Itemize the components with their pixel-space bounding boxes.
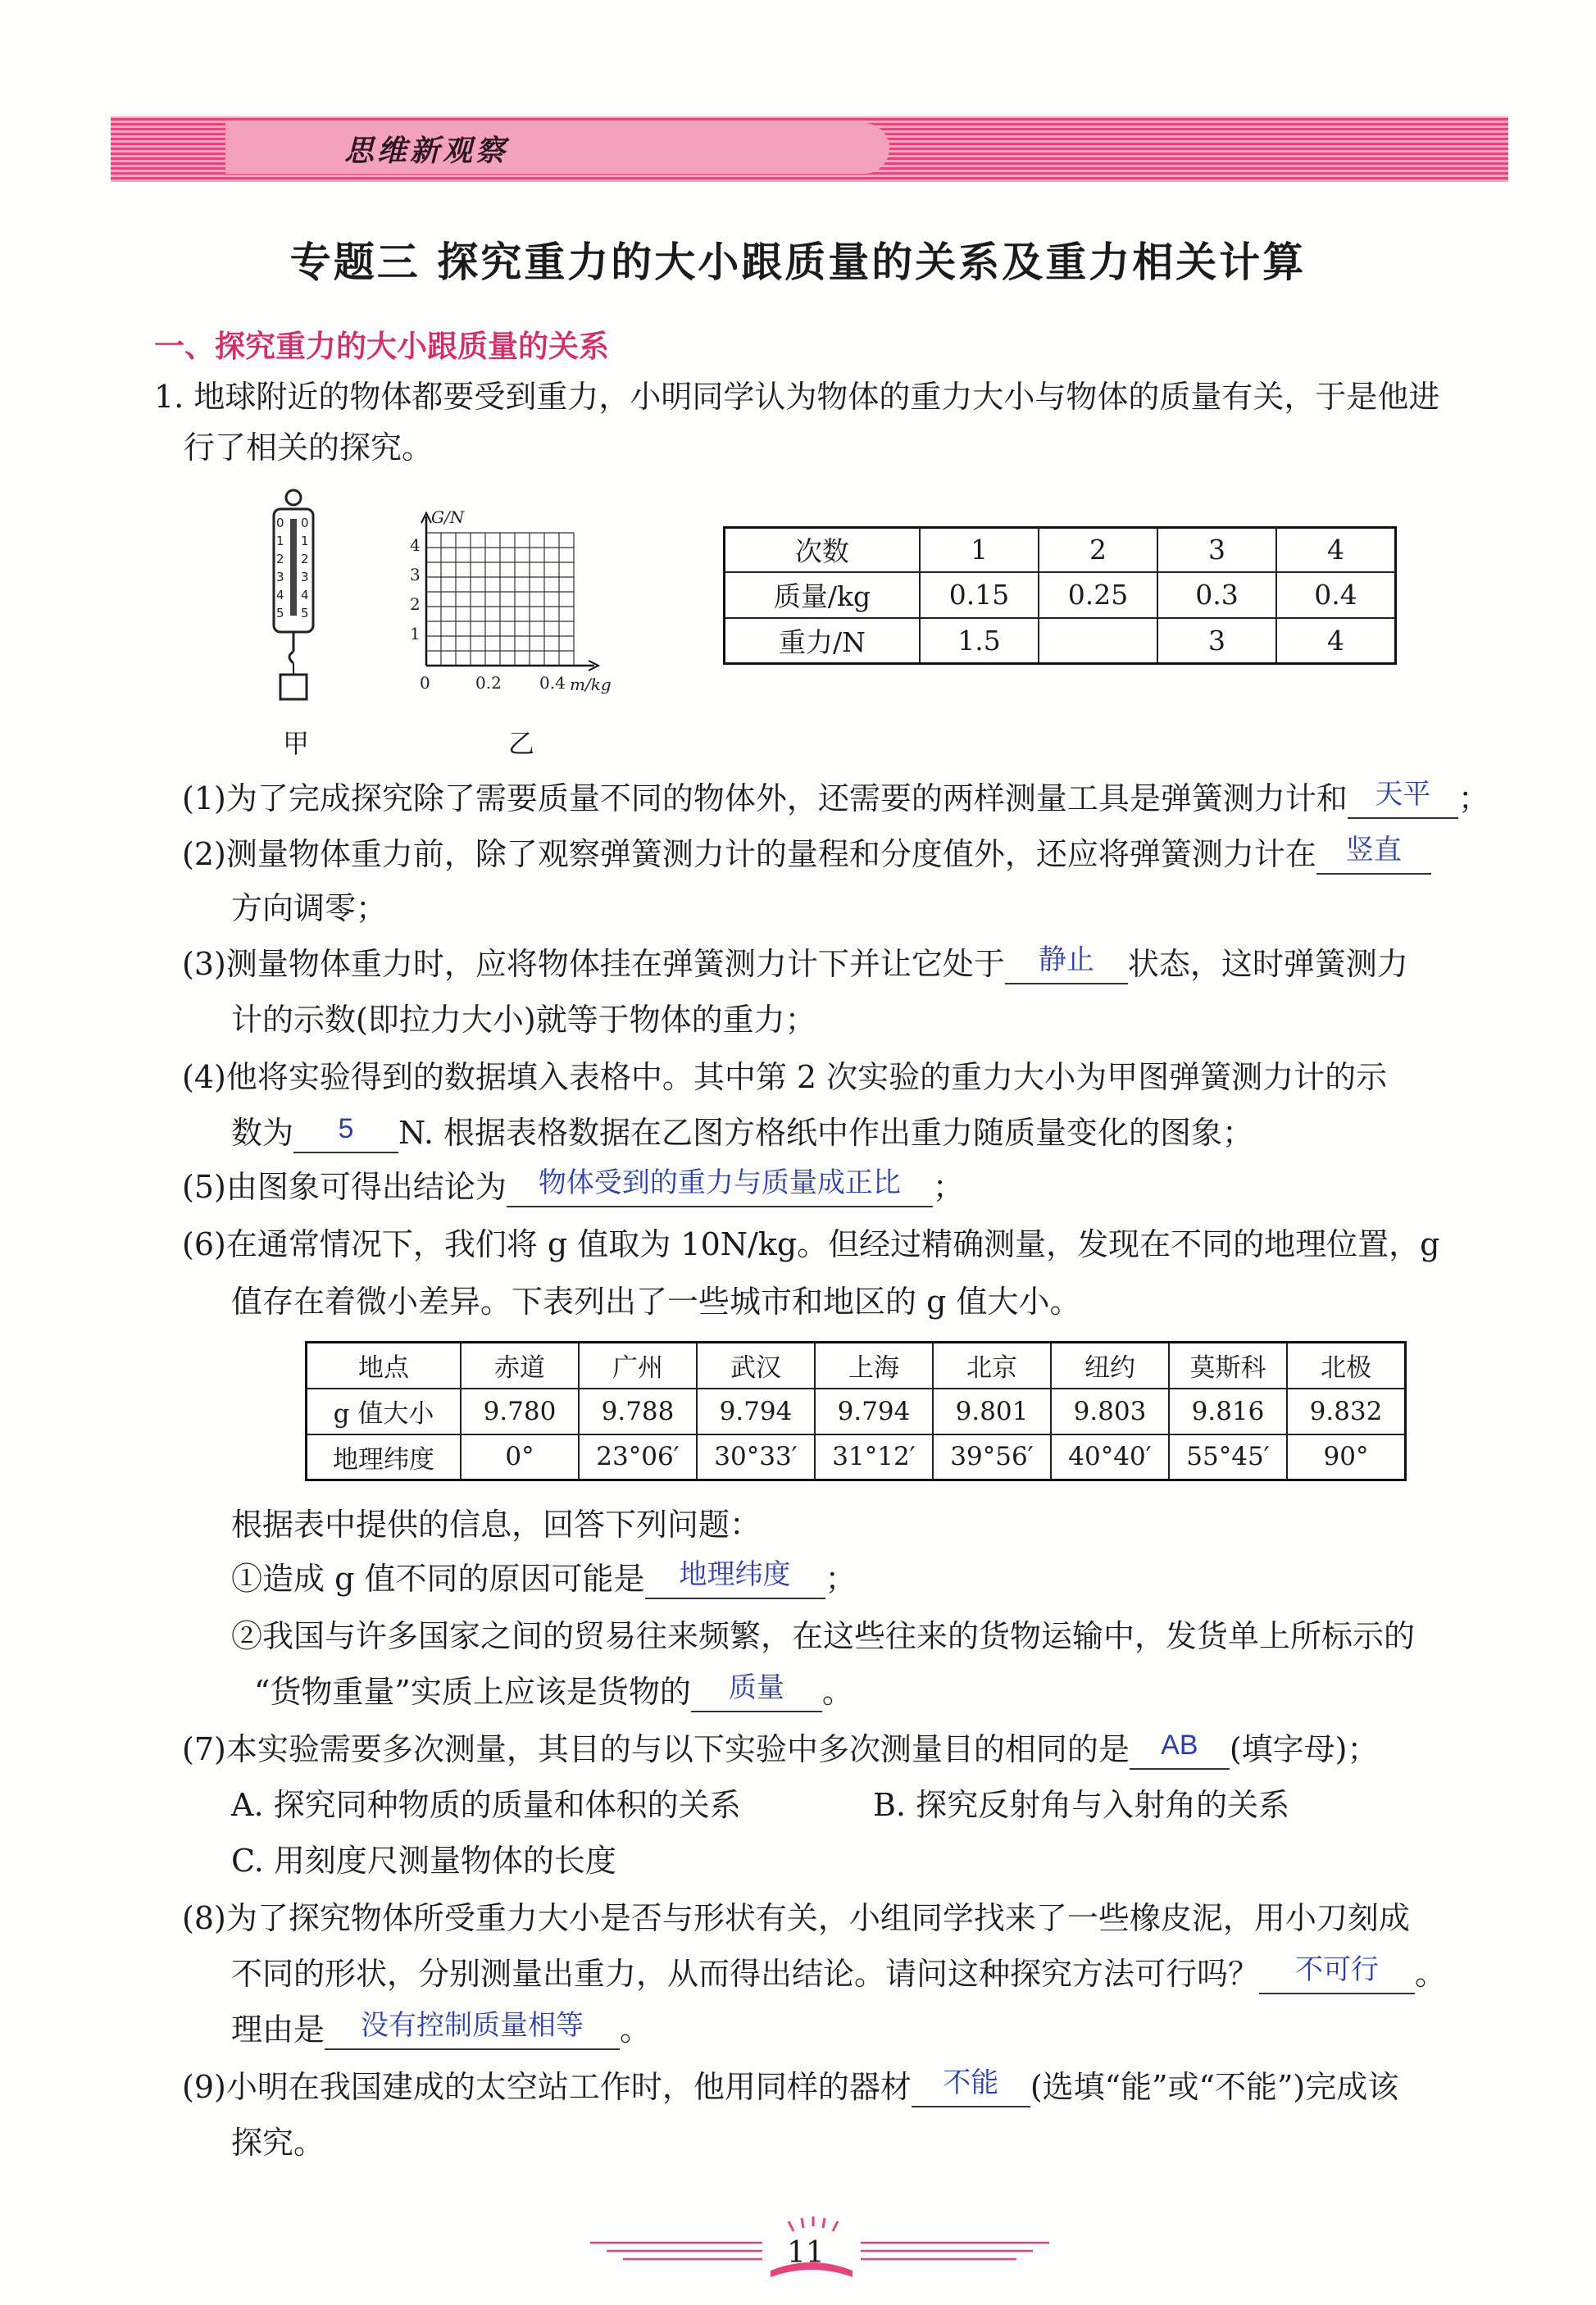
table-cell: 北京 — [933, 1343, 1051, 1389]
option-b: B. 探究反射角与入射角的关系 — [873, 1787, 1290, 1823]
hanging-weight — [280, 675, 307, 699]
graph-xtick: 0.4 — [539, 673, 566, 693]
q1-part1: (1)为了完成探究除了需要质量不同的物体外，还需要的两样测量工具是弹簧测力计和 天平 ； — [182, 779, 1489, 819]
q1-part6-line2: 值存在着微小差异。下表列出了一些城市和地区的 g 值大小。 — [231, 1284, 1081, 1320]
graph-xlabel: m/kg — [570, 675, 612, 694]
q1-part6-intro: 根据表中提供的信息，回答下列问题： — [231, 1507, 762, 1543]
table-cell: 1 — [920, 528, 1039, 572]
graph-ytick: 2 — [410, 594, 421, 614]
table-cell: 1.5 — [920, 618, 1039, 664]
table-cell: 莫斯科 — [1169, 1343, 1287, 1389]
graph-ytick: 1 — [410, 624, 421, 643]
table-cell: 3 — [1157, 528, 1276, 572]
scale-num-right: 4 — [301, 588, 309, 602]
table-cell: 0° — [461, 1434, 579, 1480]
scale-ring — [286, 490, 301, 505]
scale-num-left: 5 — [276, 606, 284, 621]
table-cell: 31°12′ — [815, 1434, 933, 1480]
answer-text: 静止 — [1038, 944, 1094, 976]
q1-part8-line3: 理由是 没有控制质量相等 。 — [231, 2010, 651, 2050]
table-cell: 39°56′ — [933, 1434, 1051, 1480]
spring-scale-figure — [262, 488, 328, 705]
answer-blank[interactable] — [507, 1167, 933, 1207]
table-cell: g 值大小 — [307, 1389, 462, 1434]
table-cell: 地理纬度 — [307, 1434, 462, 1480]
header-tab — [225, 123, 889, 174]
answer-blank[interactable] — [325, 2012, 620, 2050]
answer-text: 竖直 — [1345, 834, 1402, 866]
table-cell: 9.788 — [579, 1389, 697, 1434]
answer-blank[interactable] — [1005, 944, 1128, 984]
table-cell: 2 — [1039, 528, 1157, 572]
answer-text: 不能 — [943, 2067, 999, 2099]
table-cell: 9.780 — [461, 1389, 579, 1434]
answer-text: 天平 — [1375, 779, 1431, 811]
q1-part5: (5)由图象可得出结论为 物体受到的重力与质量成正比 ； — [182, 1167, 964, 1207]
table-cell: 0.4 — [1276, 572, 1396, 618]
answer-text: 没有控制质量相等 — [361, 2010, 584, 2042]
figure-label-yi: 乙 — [508, 728, 535, 759]
option-c: C. 用刻度尺测量物体的长度 — [231, 1843, 616, 1879]
page-title: 专题三 探究重力的大小跟质量的关系及重力相关计算 — [289, 239, 1307, 286]
table-cell: 0.25 — [1039, 572, 1157, 618]
q1-part4: (4)他将实验得到的数据填入表格中。其中第 2 次实验的重力大小为甲图弹簧测力计的示 — [182, 1059, 1388, 1095]
table-row — [307, 1389, 1406, 1434]
answer-text: 5 — [338, 1113, 354, 1145]
table-cell: 次数 — [725, 528, 921, 572]
q1-part9: (9)小明在我国建成的太空站工作时，他用同样的器材 不能 (选填“能”或“不能”)完成该 — [182, 2067, 1398, 2107]
table-cell: 9.794 — [697, 1389, 815, 1434]
table-cell: 3 — [1157, 618, 1276, 664]
answer-blank[interactable] — [293, 1113, 398, 1153]
table-cell: 上海 — [815, 1343, 933, 1389]
q1-part2: (2)测量物体重力前，除了观察弹簧测力计的量程和分度值外，还应将弹簧测力计在 竖直 — [182, 834, 1431, 875]
answer-blank[interactable] — [645, 1559, 825, 1599]
header-label: 思维新观察 — [344, 134, 509, 168]
answer-text: 物体受到的重力与质量成正比 — [538, 1167, 901, 1199]
section-heading: 一、探究重力的大小跟质量的关系 — [154, 329, 609, 364]
answer-text: AB — [1161, 1730, 1198, 1762]
table-cell: 北极 — [1287, 1343, 1406, 1389]
q1-part8-line1: (8)为了探究物体所受重力大小是否与形状有关，小组同学找来了一些橡皮泥，用小刀刻成 — [182, 1900, 1410, 1936]
table-row — [725, 572, 1396, 618]
answer-text: 质量 — [728, 1672, 784, 1704]
q1-part3: (3)测量物体重力时，应将物体挂在弹簧测力计下并让它处于 静止 状态，这时弹簧测力 — [182, 944, 1408, 984]
scale-num-left: 4 — [276, 588, 284, 602]
q1-part9-cont: 探究。 — [231, 2125, 325, 2161]
scale-hook — [289, 652, 293, 663]
q1-part8-line2: 不同的形状，分别测量出重力，从而得出结论。请问这种探究方法可行吗？ 不可行 。 — [231, 1954, 1446, 1994]
table-cell: 90° — [1287, 1434, 1406, 1480]
scale-spring — [290, 519, 297, 616]
table-row — [307, 1343, 1406, 1389]
scale-num-right: 2 — [301, 552, 309, 566]
table-cell: 质量/kg — [725, 572, 921, 618]
answer-blank[interactable] — [1316, 834, 1431, 875]
table-cell: 40°40′ — [1051, 1434, 1169, 1480]
table-cell: 9.801 — [933, 1389, 1051, 1434]
option-a: A. 探究同种物质的质量和体积的关系 — [231, 1787, 741, 1823]
answer-blank[interactable] — [1348, 781, 1458, 819]
table-row — [725, 528, 1396, 572]
answer-blank[interactable] — [1130, 1732, 1230, 1770]
scale-num-right: 0 — [301, 516, 309, 530]
table-cell: 广州 — [579, 1343, 697, 1389]
q1-part3-cont: 计的示数(即拉力大小)就等于物体的重力； — [231, 1002, 816, 1038]
table-cell: 地点 — [307, 1343, 462, 1389]
graph-ytick: 4 — [410, 535, 421, 555]
scale-num-left: 1 — [276, 534, 284, 548]
scale-num-left: 3 — [276, 570, 284, 584]
page-number: 11 — [787, 2236, 825, 2270]
q1-stem-line1: 1. 地球附近的物体都要受到重力，小明同学认为物体的重力大小与物体的质量有关，于是他进 — [154, 379, 1440, 415]
table-cell: 0.3 — [1157, 572, 1276, 618]
scale-num-right: 1 — [301, 534, 309, 548]
table-cell: 9.832 — [1287, 1389, 1406, 1434]
q1-part6-line1: (6)在通常情况下，我们将 g 值取为 10N/kg。但经过精确测量，发现在不同的地理位置，g — [182, 1226, 1440, 1262]
table-cell: 4 — [1276, 618, 1396, 664]
q1-part6-b-line2: “货物重量”实质上应该是货物的 质量 。 — [254, 1672, 853, 1712]
table-cell: 武汉 — [697, 1343, 815, 1389]
answer-blank[interactable] — [912, 2067, 1030, 2107]
graph-ytick: 3 — [410, 565, 421, 584]
table-row — [725, 618, 1396, 664]
table-cell: 0.15 — [920, 572, 1039, 618]
q1-part6-a: ①造成 g 值不同的原因可能是 地理纬度 ； — [231, 1559, 857, 1599]
table-cell: 4 — [1276, 528, 1396, 572]
graph-xtick: 0.2 — [475, 673, 502, 693]
scale-num-left: 2 — [276, 552, 284, 566]
scale-num-right: 3 — [301, 570, 309, 584]
graph-ylabel: G/N — [431, 507, 465, 527]
table-cell: 赤道 — [461, 1343, 579, 1389]
table-cell: 23°06′ — [579, 1434, 697, 1480]
q1-part2-cont: 方向调零； — [231, 890, 388, 926]
table-cell — [1039, 618, 1157, 664]
answer-text: 不可行 — [1295, 1954, 1380, 1986]
graph-figure — [402, 500, 631, 705]
table-cell: 9.794 — [815, 1389, 933, 1434]
answer-blank[interactable] — [691, 1672, 822, 1712]
q1-part7: (7)本实验需要多次测量，其目的与以下实验中多次测量目的相同的是 AB (填字母)； — [182, 1730, 1379, 1770]
table-cell: 55°45′ — [1169, 1434, 1287, 1480]
table-cell: 9.803 — [1051, 1389, 1169, 1434]
g-value-table — [305, 1341, 1407, 1481]
graph-xtick: 0 — [420, 673, 430, 693]
data-table — [723, 526, 1397, 665]
answer-text: 地理纬度 — [679, 1559, 791, 1591]
figure-label-jia: 甲 — [283, 728, 310, 759]
table-cell: 9.816 — [1169, 1389, 1287, 1434]
q1-stem-line2: 行了相关的探究。 — [184, 430, 434, 466]
table-cell: 纽约 — [1051, 1343, 1169, 1389]
table-cell: 重力/N — [725, 618, 921, 664]
table-cell: 30°33′ — [697, 1434, 815, 1480]
table-row — [307, 1434, 1406, 1480]
q1-part4-cont: 数为 5 N. 根据表格数据在乙图方格纸中作出重力随质量变化的图象； — [231, 1113, 1253, 1153]
q1-part6-b-line1: ②我国与许多国家之间的贸易往来频繁，在这些往来的货物运输中，发货单上所标示的 — [231, 1618, 1416, 1654]
scale-num-left: 0 — [276, 516, 284, 530]
scale-num-right: 5 — [301, 606, 309, 621]
answer-blank[interactable] — [1259, 1954, 1415, 1994]
